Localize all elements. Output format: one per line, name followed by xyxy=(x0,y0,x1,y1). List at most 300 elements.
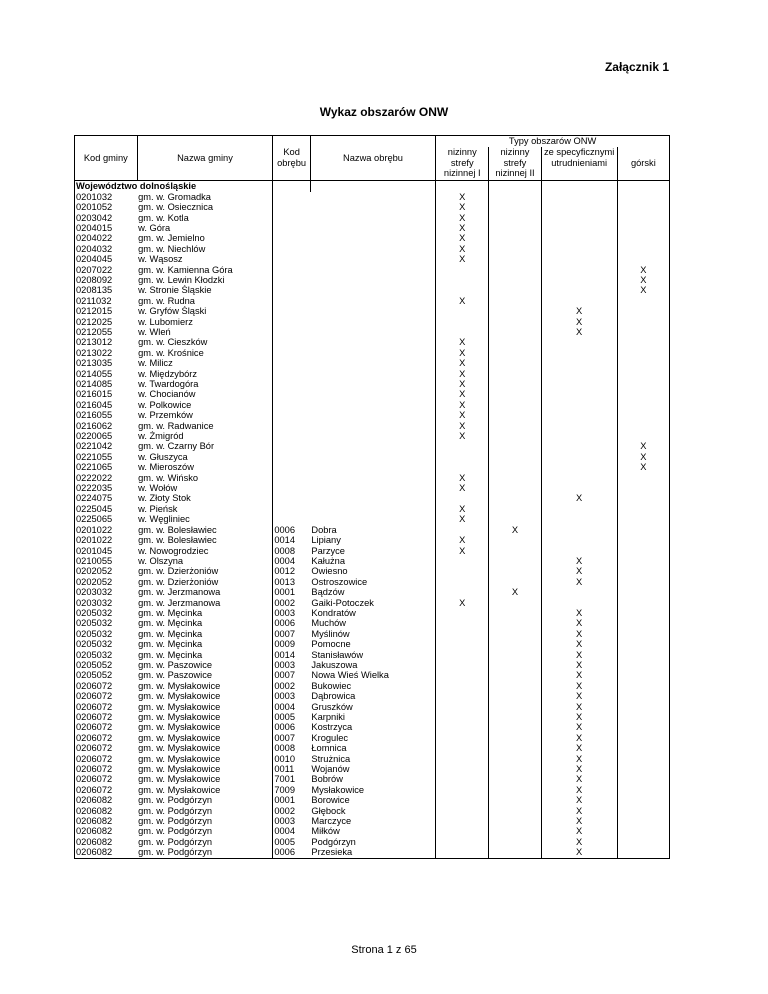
specyficzne-cell: X xyxy=(541,702,617,712)
nizinny-2-cell xyxy=(489,317,541,327)
nazwa-gminy-cell: gm. w. Męcinka xyxy=(138,639,203,650)
nazwa-gminy-cell: gm. w. Podgórzyn xyxy=(137,847,273,858)
kod-obrebu-cell xyxy=(273,317,311,327)
kod-gminy-cell: 0204015 xyxy=(75,223,138,233)
nizinny-1-cell: X xyxy=(436,431,489,441)
kod-obrebu-cell xyxy=(273,462,311,472)
nizinny-1-cell xyxy=(436,441,489,451)
nazwa-gminy-cell: w. Przemków xyxy=(138,410,193,421)
nizinny-2-cell xyxy=(489,400,541,410)
nazwa-gminy-cell: gm. w. Podgórzyn xyxy=(138,816,213,827)
kod-gminy-cell: 0208135 xyxy=(75,285,138,295)
kod-gminy-cell: 0216045 xyxy=(75,400,138,410)
specyficzne-cell xyxy=(541,462,617,472)
specyficzne-cell: X xyxy=(541,629,617,639)
kod-obrebu-cell: 0002 xyxy=(273,806,311,816)
gorski-cell xyxy=(617,837,669,847)
nazwa-gminy-cell: gm. w. Dzierżoniów xyxy=(138,576,219,587)
kod-obrebu-cell: 0003 xyxy=(273,608,311,618)
nazwa-gminy-cell: gm. w. Mysłakowice xyxy=(138,722,221,733)
nizinny-2-cell xyxy=(489,598,541,608)
kod-gminy-cell: 0206082 xyxy=(75,847,138,858)
nizinny-2-cell xyxy=(489,639,541,649)
table-row xyxy=(75,639,670,649)
specyficzne-cell xyxy=(541,441,617,451)
nizinny-1-cell xyxy=(436,493,489,503)
table-row xyxy=(75,754,670,764)
kod-obrebu-cell: 0001 xyxy=(273,587,311,597)
nizinny-2-cell xyxy=(489,441,541,451)
specyficzne-cell: X xyxy=(541,577,617,587)
nizinny-2-cell xyxy=(489,254,541,264)
nazwa-obrebu-cell: Wojanów xyxy=(311,764,350,775)
nizinny-2-cell xyxy=(489,493,541,503)
nazwa-gminy-cell: w. Lubomierz xyxy=(138,316,193,327)
gorski-cell xyxy=(617,306,669,316)
gorski-cell xyxy=(617,473,669,483)
kod-gminy-cell: 0206072 xyxy=(75,774,138,784)
specyficzne-cell: X xyxy=(541,660,617,670)
nazwa-gminy-cell: gm. w. Mysłakowice xyxy=(138,712,221,723)
nazwa-gminy-cell: gm. w. Wińsko xyxy=(138,472,199,483)
nazwa-obrebu-cell xyxy=(310,431,435,441)
nizinny-2-cell xyxy=(489,348,541,358)
gorski-cell xyxy=(617,213,669,223)
nizinny-1-cell: X xyxy=(436,535,489,545)
nizinny-2-cell xyxy=(489,483,541,493)
kod-gminy-cell: 0201032 xyxy=(75,192,138,202)
nazwa-gminy-cell: gm. w. Lewin Kłodzki xyxy=(138,274,225,285)
header-kod-obrebu: Kod obrębu xyxy=(273,136,311,181)
table-row xyxy=(75,535,670,545)
nazwa-gminy-cell: w. Wąsosz xyxy=(138,254,183,265)
nizinny-2-cell xyxy=(489,670,541,680)
nazwa-gminy-cell: w. Złoty Stok xyxy=(138,493,191,504)
nizinny-1-cell: X xyxy=(436,254,489,264)
kod-obrebu-cell: 0007 xyxy=(273,733,311,743)
table-row xyxy=(75,577,670,587)
specyficzne-cell xyxy=(541,514,617,524)
table-row xyxy=(75,213,670,223)
nazwa-gminy-cell: gm. w. Bolesławiec xyxy=(138,524,217,535)
specyficzne-cell: X xyxy=(541,806,617,816)
kod-obrebu-cell xyxy=(273,265,311,275)
nizinny-2-cell xyxy=(489,213,541,223)
nazwa-obrebu-cell: Głębock xyxy=(311,805,346,816)
nizinny-2-cell xyxy=(489,337,541,347)
kod-obrebu-cell: 0007 xyxy=(273,670,311,680)
gorski-cell xyxy=(617,743,669,753)
nazwa-obrebu-cell: Kostrzyca xyxy=(311,722,353,733)
table-row xyxy=(75,847,670,858)
nazwa-gminy-cell: gm. w. Mysłakowice xyxy=(138,680,221,691)
gorski-cell xyxy=(617,587,669,597)
nazwa-gminy-cell: gm. w. Męcinka xyxy=(138,618,203,629)
nazwa-obrebu-cell xyxy=(310,265,435,275)
specyficzne-cell: X xyxy=(541,795,617,805)
kod-obrebu-cell xyxy=(273,473,311,483)
gorski-cell xyxy=(617,431,669,441)
specyficzne-cell: X xyxy=(541,733,617,743)
table-row xyxy=(75,722,670,732)
nizinny-2-cell xyxy=(489,546,541,556)
nazwa-obrebu-cell: Jakuszowa xyxy=(311,659,358,670)
kod-obrebu-cell xyxy=(273,202,311,212)
kod-obrebu-cell: 0008 xyxy=(273,546,311,556)
gorski-cell xyxy=(617,233,669,243)
table-row xyxy=(75,566,670,576)
specyficzne-cell xyxy=(541,265,617,275)
annex-label: Załącznik 1 xyxy=(604,60,669,74)
nazwa-obrebu-cell xyxy=(310,452,435,462)
nizinny-1-cell xyxy=(436,577,489,587)
gorski-cell xyxy=(617,618,669,628)
table-row xyxy=(75,223,670,233)
nazwa-gminy-cell: w. Olszyna xyxy=(138,555,184,566)
nazwa-gminy-cell: w. Góra xyxy=(138,222,171,233)
kod-gminy-cell: 0222022 xyxy=(75,473,138,483)
gorski-cell: X xyxy=(617,285,669,295)
specyficzne-cell: X xyxy=(541,327,617,337)
table-row xyxy=(75,629,670,639)
kod-gminy-cell: 0216062 xyxy=(75,421,138,431)
kod-gminy-cell: 0206072 xyxy=(75,733,138,743)
table-row xyxy=(75,285,670,295)
kod-gminy-cell: 0206082 xyxy=(75,795,138,805)
header-typy-obszarow: Typy obszarów ONW xyxy=(436,136,670,147)
nazwa-obrebu-cell: Pomocne xyxy=(311,639,351,650)
kod-obrebu-cell xyxy=(273,400,311,410)
table-row xyxy=(75,369,670,379)
specyficzne-cell xyxy=(541,400,617,410)
kod-obrebu-cell xyxy=(273,369,311,379)
specyficzne-cell xyxy=(541,202,617,212)
specyficzne-cell xyxy=(541,598,617,608)
kod-obrebu-cell xyxy=(273,254,311,264)
nazwa-gminy-cell: w. Międzybórz xyxy=(138,368,198,379)
nazwa-obrebu-cell: Muchów xyxy=(311,618,347,629)
nizinny-1-cell xyxy=(436,275,489,285)
gorski-cell xyxy=(617,577,669,587)
gorski-cell xyxy=(617,514,669,524)
nizinny-2-cell xyxy=(489,473,541,483)
gorski-cell: X xyxy=(617,265,669,275)
gorski-cell xyxy=(617,608,669,618)
nizinny-2-cell xyxy=(489,421,541,431)
nazwa-gminy-cell: w. Węgliniec xyxy=(138,514,190,525)
nizinny-1-cell: X xyxy=(436,192,489,202)
header-nazwa-obrebu: Nazwa obrębu xyxy=(310,136,435,181)
kod-gminy-cell: 0216055 xyxy=(75,410,138,420)
kod-gminy-cell: 0206072 xyxy=(75,743,138,753)
table-row xyxy=(75,618,670,628)
gorski-cell xyxy=(617,337,669,347)
kod-gminy-cell: 0207022 xyxy=(75,265,138,275)
kod-gminy-cell: 0204032 xyxy=(75,244,138,254)
nizinny-1-cell xyxy=(436,722,489,732)
nizinny-2-cell xyxy=(489,275,541,285)
nizinny-2-cell xyxy=(489,431,541,441)
nizinny-1-cell xyxy=(436,826,489,836)
header-nizinny-1: nizinny strefy nizinnej I xyxy=(436,147,489,181)
nizinny-2-cell xyxy=(489,556,541,566)
kod-gminy-cell: 0210055 xyxy=(75,556,138,566)
nazwa-gminy-cell: gm. w. Kotla xyxy=(138,212,189,223)
nazwa-obrebu-cell: Ostroszowice xyxy=(311,576,368,587)
nazwa-obrebu-cell xyxy=(310,317,435,327)
table-row xyxy=(75,254,670,264)
nizinny-2-cell xyxy=(489,660,541,670)
nazwa-gminy-cell: w. Nowogrodziec xyxy=(138,545,209,556)
gorski-cell xyxy=(617,660,669,670)
table-row xyxy=(75,410,670,420)
specyficzne-cell: X xyxy=(541,618,617,628)
kod-obrebu-cell: 0009 xyxy=(273,639,311,649)
nizinny-1-cell xyxy=(436,525,489,535)
gorski-cell xyxy=(617,670,669,680)
nizinny-2-cell xyxy=(489,566,541,576)
nazwa-obrebu-cell: Parzyce xyxy=(311,545,345,556)
kod-obrebu-cell: 0006 xyxy=(273,722,311,732)
nizinny-2-cell xyxy=(489,244,541,254)
specyficzne-cell xyxy=(541,296,617,306)
nizinny-1-cell: X xyxy=(436,296,489,306)
nazwa-obrebu-cell xyxy=(310,462,435,472)
specyficzne-cell: X xyxy=(541,691,617,701)
nazwa-obrebu-cell xyxy=(310,358,435,368)
nazwa-obrebu-cell: Krogulec xyxy=(311,732,349,743)
nazwa-gminy-cell: gm. w. Jerzmanowa xyxy=(138,597,221,608)
nizinny-1-cell: X xyxy=(436,213,489,223)
nazwa-gminy-cell: gm. w. Paszowice xyxy=(138,659,213,670)
nizinny-1-cell: X xyxy=(436,202,489,212)
nizinny-1-cell xyxy=(436,317,489,327)
gorski-cell xyxy=(617,722,669,732)
nizinny-1-cell: X xyxy=(436,483,489,493)
nizinny-1-cell xyxy=(436,639,489,649)
nizinny-1-cell: X xyxy=(436,348,489,358)
kod-obrebu-cell xyxy=(273,213,311,223)
gorski-cell xyxy=(617,785,669,795)
specyficzne-cell xyxy=(541,431,617,441)
table-row xyxy=(75,514,670,524)
gorski-cell xyxy=(617,296,669,306)
table-row xyxy=(75,743,670,753)
gorski-cell xyxy=(617,421,669,431)
kod-obrebu-cell: 0002 xyxy=(273,681,311,691)
kod-obrebu-cell: 0007 xyxy=(273,629,311,639)
nizinny-1-cell xyxy=(436,629,489,639)
nizinny-1-cell xyxy=(436,618,489,628)
table-row xyxy=(75,702,670,712)
gorski-cell xyxy=(617,369,669,379)
specyficzne-cell xyxy=(541,473,617,483)
kod-gminy-cell: 0201022 xyxy=(75,535,138,545)
gorski-cell xyxy=(617,348,669,358)
nizinny-2-cell xyxy=(489,764,541,774)
header-kod-gminy: Kod gminy xyxy=(75,136,138,181)
kod-obrebu-cell: 0006 xyxy=(273,525,311,535)
table-row xyxy=(75,733,670,743)
table-row xyxy=(75,296,670,306)
nazwa-gminy-cell: w. Gryfów Śląski xyxy=(138,306,207,317)
nazwa-gminy-cell: w. Żmigród xyxy=(138,431,184,442)
nizinny-1-cell xyxy=(436,566,489,576)
kod-obrebu-cell xyxy=(273,379,311,389)
nazwa-obrebu-cell: Podgórzyn xyxy=(311,836,356,847)
nazwa-gminy-cell: gm. w. Niechlów xyxy=(138,243,206,254)
nizinny-2-cell xyxy=(489,535,541,545)
table-row xyxy=(75,681,670,691)
page-footer: Strona 1 z 65 xyxy=(351,944,417,956)
kod-gminy-cell: 0201052 xyxy=(75,202,138,212)
header-specyficzne: ze specyficznymi utrudnieniami xyxy=(541,147,617,181)
kod-gminy-cell: 0204022 xyxy=(75,233,138,243)
nazwa-obrebu-cell xyxy=(310,213,435,223)
kod-gminy-cell: 0222035 xyxy=(75,483,138,493)
nizinny-2-cell xyxy=(489,369,541,379)
table-row xyxy=(75,192,670,202)
kod-obrebu-cell xyxy=(273,358,311,368)
nizinny-1-cell xyxy=(436,650,489,660)
kod-gminy-cell: 0225045 xyxy=(75,504,138,514)
nazwa-obrebu-cell xyxy=(310,348,435,358)
nizinny-2-cell xyxy=(489,306,541,316)
nazwa-obrebu-cell: Bukowiec xyxy=(311,680,352,691)
nizinny-1-cell: X xyxy=(436,400,489,410)
nizinny-1-cell xyxy=(436,806,489,816)
nizinny-2-cell xyxy=(489,608,541,618)
nizinny-1-cell xyxy=(436,452,489,462)
nazwa-gminy-cell: w. Pieńsk xyxy=(138,503,178,514)
nizinny-2-cell xyxy=(489,806,541,816)
header-gorski: górski xyxy=(617,147,669,181)
nizinny-1-cell xyxy=(436,587,489,597)
gorski-cell xyxy=(617,764,669,774)
gorski-cell xyxy=(617,223,669,233)
gorski-cell xyxy=(617,733,669,743)
specyficzne-cell xyxy=(541,546,617,556)
table-row xyxy=(75,691,670,701)
gorski-cell xyxy=(617,535,669,545)
kod-gminy-cell: 0211032 xyxy=(75,296,138,306)
nazwa-obrebu-cell xyxy=(310,233,435,243)
nizinny-1-cell xyxy=(436,327,489,337)
specyficzne-cell: X xyxy=(541,837,617,847)
kod-gminy-cell: 0206072 xyxy=(75,722,138,732)
nazwa-obrebu-cell: Owiesno xyxy=(311,566,348,577)
nizinny-2-cell xyxy=(489,743,541,753)
nizinny-1-cell xyxy=(436,795,489,805)
table-row xyxy=(75,452,670,462)
nizinny-1-cell: X xyxy=(436,473,489,483)
table-row xyxy=(75,441,670,451)
nazwa-obrebu-cell xyxy=(310,202,435,212)
nizinny-2-cell xyxy=(489,618,541,628)
header-nazwa-gminy: Nazwa gminy xyxy=(137,136,273,181)
nizinny-1-cell xyxy=(436,785,489,795)
table-row xyxy=(75,306,670,316)
nazwa-obrebu-cell xyxy=(310,306,435,316)
nazwa-obrebu-cell: Bobrów xyxy=(311,774,343,785)
nazwa-gminy-cell: gm. w. Męcinka xyxy=(138,649,203,660)
specyficzne-cell xyxy=(541,389,617,399)
nizinny-1-cell xyxy=(436,733,489,743)
nazwa-obrebu-cell: Gaiki-Potoczek xyxy=(311,597,374,608)
nizinny-1-cell xyxy=(436,306,489,316)
nizinny-1-cell: X xyxy=(436,514,489,524)
kod-gminy-cell: 0203042 xyxy=(75,213,138,223)
specyficzne-cell: X xyxy=(541,493,617,503)
table-row xyxy=(75,265,670,275)
kod-gminy-cell: 0206072 xyxy=(75,754,138,764)
nazwa-obrebu-cell: Kałużna xyxy=(311,555,345,566)
nizinny-2-cell xyxy=(489,379,541,389)
nizinny-1-cell xyxy=(436,608,489,618)
kod-obrebu-cell: 0005 xyxy=(273,837,311,847)
kod-gminy-cell: 0206072 xyxy=(75,712,138,722)
nazwa-obrebu-cell xyxy=(310,337,435,347)
nazwa-obrebu-cell: Stanisławów xyxy=(311,649,364,660)
kod-obrebu-cell: 0006 xyxy=(273,618,311,628)
nizinny-2-cell xyxy=(489,327,541,337)
nazwa-gminy-cell: gm. w. Mysłakowice xyxy=(138,743,221,754)
nazwa-gminy-cell: gm. w. Podgórzyn xyxy=(138,805,213,816)
kod-obrebu-cell xyxy=(273,389,311,399)
nizinny-2-cell xyxy=(489,410,541,420)
nizinny-1-cell: X xyxy=(436,504,489,514)
kod-obrebu-cell: 0003 xyxy=(273,660,311,670)
kod-obrebu-cell: 0001 xyxy=(273,795,311,805)
nizinny-2-cell xyxy=(489,358,541,368)
kod-obrebu-cell xyxy=(273,306,311,316)
nizinny-2-cell xyxy=(489,681,541,691)
table-row xyxy=(75,546,670,556)
nazwa-obrebu-cell xyxy=(310,379,435,389)
gorski-cell: X xyxy=(617,275,669,285)
nizinny-2-cell xyxy=(489,296,541,306)
table-row xyxy=(75,421,670,431)
nazwa-obrebu-cell xyxy=(310,389,435,399)
kod-gminy-cell: 0201045 xyxy=(75,546,138,556)
gorski-cell xyxy=(617,317,669,327)
nazwa-gminy-cell: gm. w. Mysłakowice xyxy=(138,753,221,764)
table-row xyxy=(75,462,670,472)
table-row xyxy=(75,556,670,566)
table-row xyxy=(75,244,670,254)
gorski-cell: X xyxy=(617,462,669,472)
specyficzne-cell: X xyxy=(541,566,617,576)
nazwa-gminy-cell: gm. w. Mysłakowice xyxy=(138,732,221,743)
kod-gminy-cell: 0221055 xyxy=(75,452,138,462)
kod-obrebu-cell xyxy=(273,504,311,514)
nazwa-obrebu-cell: Dobra xyxy=(311,524,337,535)
region-heading: Województwo dolnośląskie xyxy=(75,181,273,192)
nazwa-gminy-cell: gm. w. Męcinka xyxy=(138,607,203,618)
nazwa-gminy-cell: gm. w. Kamienna Góra xyxy=(138,264,233,275)
onw-areas-table xyxy=(74,135,670,859)
nazwa-gminy-cell: gm. w. Krośnice xyxy=(138,347,204,358)
nazwa-obrebu-cell xyxy=(310,421,435,431)
nizinny-1-cell: X xyxy=(436,369,489,379)
kod-obrebu-cell: 0013 xyxy=(273,577,311,587)
nizinny-1-cell xyxy=(436,837,489,847)
nizinny-2-cell xyxy=(489,202,541,212)
kod-obrebu-cell xyxy=(273,493,311,503)
kod-gminy-cell: 0205032 xyxy=(75,629,138,639)
nazwa-obrebu-cell: Karpniki xyxy=(311,712,345,723)
kod-obrebu-cell: 0004 xyxy=(273,826,311,836)
